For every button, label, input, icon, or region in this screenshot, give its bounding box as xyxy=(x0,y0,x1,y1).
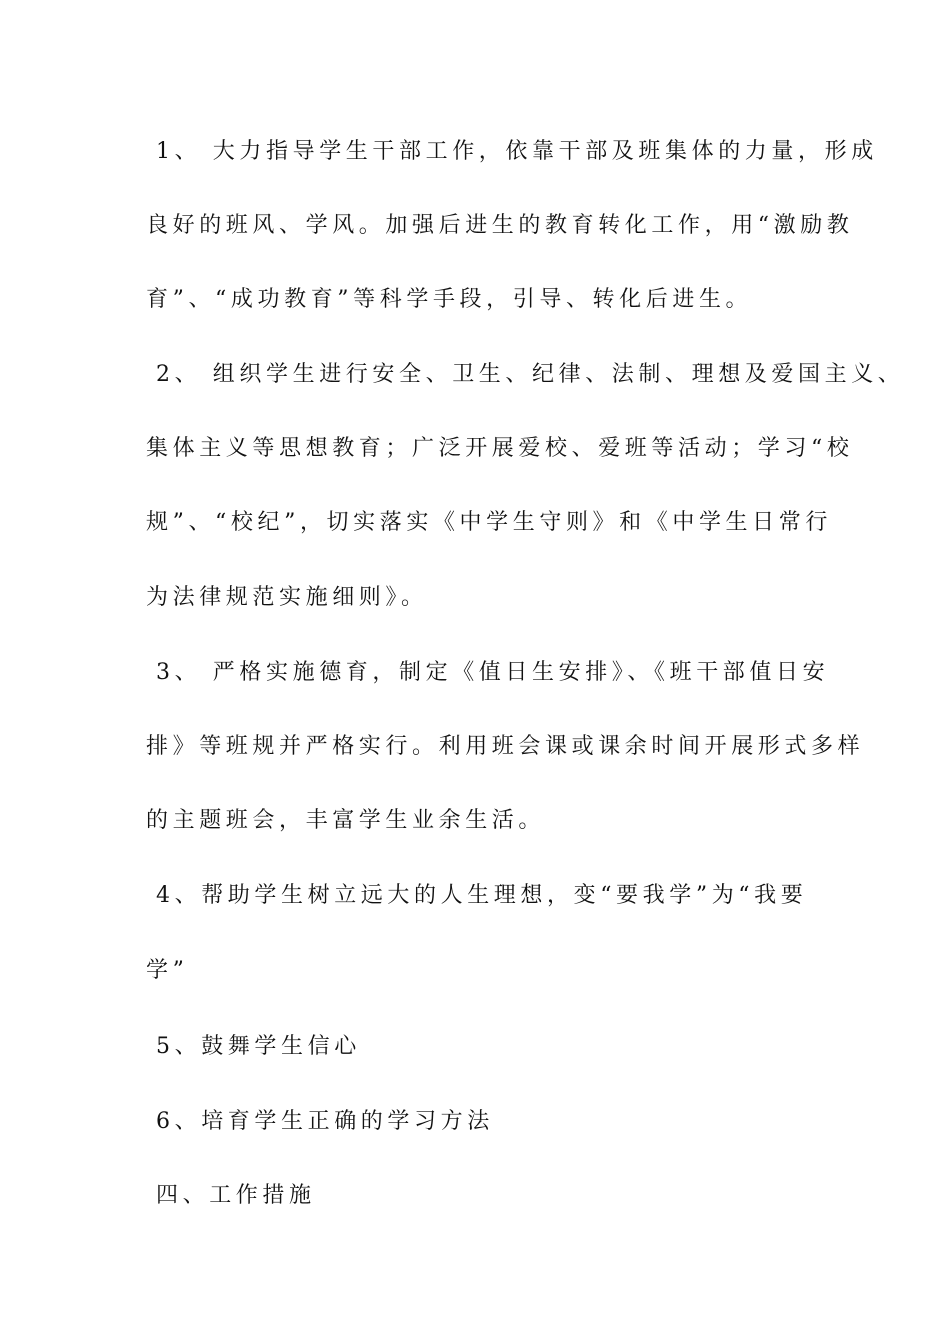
paragraph-1-line-2: 良好的班风、学风。加强后进生的教育转化工作，用“激励教 xyxy=(146,213,854,238)
list-item-6: 6、培育学生正确的学习方法 xyxy=(156,1109,494,1134)
paragraph-4-line-2: 学” xyxy=(146,958,189,983)
paragraph-1-line-1: 1、 大力指导学生干部工作，依靠干部及班集体的力量，形成 xyxy=(156,139,878,164)
paragraph-4-line-1: 4、帮助学生树立远大的人生理想，变“要我学”为“我要 xyxy=(156,883,808,908)
paragraph-2-line-2: 集体主义等思想教育；广泛开展爱校、爱班等活动；学习“校 xyxy=(146,436,854,461)
section-heading: 四、工作措施 xyxy=(156,1183,316,1208)
paragraph-2-line-4: 为法律规范实施细则》。 xyxy=(146,585,428,610)
paragraph-2-line-1: 2、 组织学生进行安全、卫生、纪律、法制、理想及爱国主义、 xyxy=(156,362,905,387)
paragraph-3-line-3: 的主题班会，丰富学生业余生活。 xyxy=(146,808,546,833)
paragraph-3-line-1: 3、 严格实施德育，制定《值日生安排》、《班干部值日安 xyxy=(156,660,830,685)
list-item-5: 5、鼓舞学生信心 xyxy=(156,1034,361,1059)
paragraph-3-line-2: 排》等班规并严格实行。利用班会课或课余时间开展形式多样 xyxy=(146,734,865,759)
paragraph-2-line-3: 规”、“校纪”，切实落实《中学生守则》和《中学生日常行 xyxy=(146,510,832,535)
paragraph-1-line-3: 育”、“成功教育”等科学手段，引导、转化后进生。 xyxy=(146,287,753,312)
